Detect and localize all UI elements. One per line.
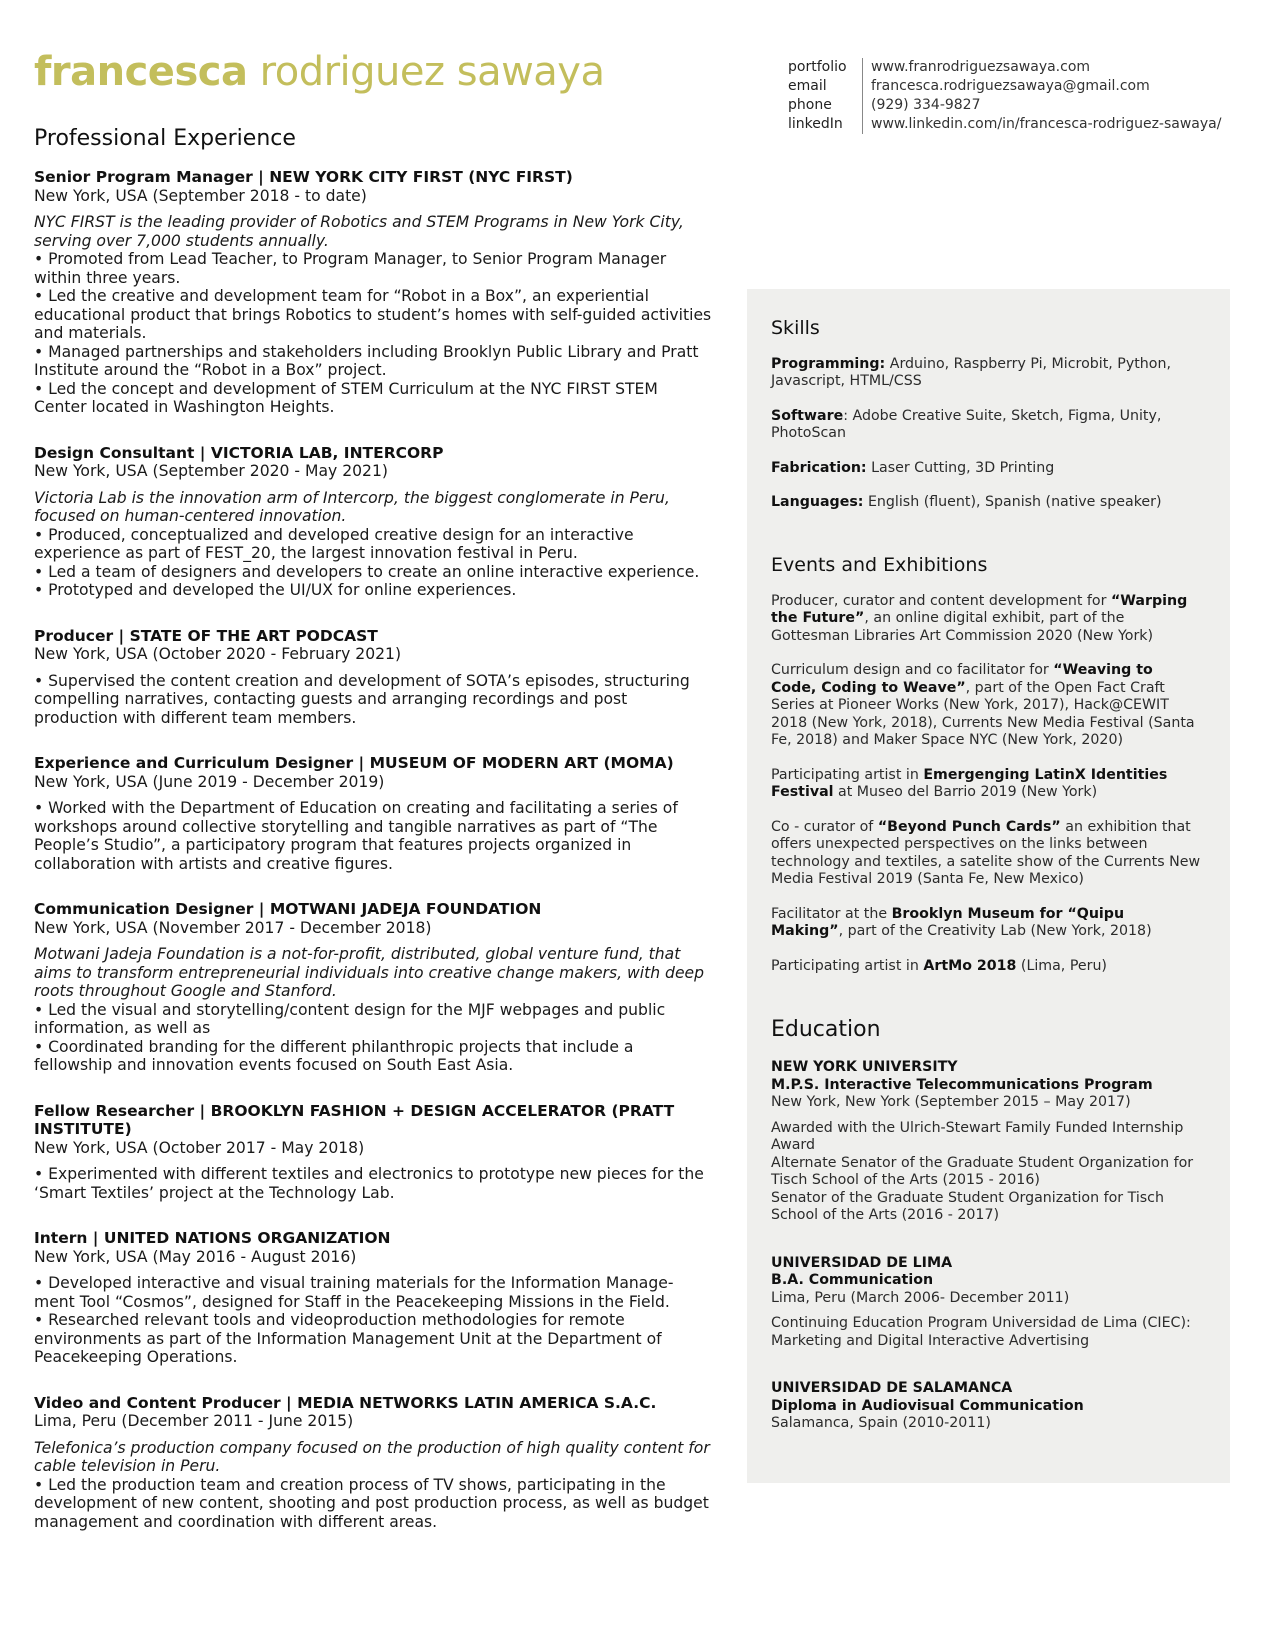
job-bullet: • Led the visual and storytelling/content design for the MJF webpages and public information, as well as [34, 1000, 666, 1038]
event-text: , part of the Open Fact Craft Series at Pioneer Works (New York, 2017), Hack@CEWIT 2018 (New York, 2018), Currents New Media Festival (Santa Fe, 2018) and Maker Space NYC (New York, 2020) [771, 679, 1195, 749]
job-title: Producer | STATE OF THE ART PODCAST [34, 626, 378, 645]
linkedin-link[interactable]: www.linkedin.com/in/francesca-rodriguez-sawaya/ [862, 115, 1221, 134]
job-title: Video and Content Producer | MEDIA NETWORKS LATIN AMERICA S.A.C. [34, 1393, 657, 1412]
skill-item [771, 460, 1201, 478]
job-title: Senior Program Manager | NEW YORK CITY FIRST (NYC FIRST) [34, 168, 573, 187]
job-location: New York, USA (June 2019 - December 2019) [34, 772, 385, 791]
event-text: Co - curator of [771, 818, 878, 835]
education-location: Lima, Peru (March 2006- December 2011) [771, 1289, 1070, 1306]
job-bullet: • Experimented with different textiles and electronics to prototype new pieces for the ‘Smart Textiles’ project at the Technology Lab. [34, 1165, 704, 1202]
education-note: Continuing Education Program Universidad de Lima (CIEC): Marketing and Digital Interactive Advertising [771, 1315, 1191, 1349]
contact-row [788, 115, 1221, 134]
experience-column [34, 126, 714, 1558]
education-location: New York, New York (September 2015 – May 2017) [771, 1094, 1131, 1111]
contact-block [788, 58, 1221, 134]
experience-title: Professional Experience [34, 126, 296, 151]
skill-value: English (fluent), Spanish (native speaker) [863, 494, 1162, 511]
event-text: Participating artist in [771, 766, 924, 783]
job-entry [34, 754, 714, 873]
job-bullet: • Led the production team and creation process of TV shows, participating in the development of new content, shooting and post production process, as well as budget management and coordination with different areas. [34, 1475, 709, 1531]
event-text: Producer, curator and content development for [771, 592, 1111, 609]
job-description: Victoria Lab is the innovation arm of Intercorp, the biggest conglomerate in Peru, focused on human-centered innovation. [34, 488, 670, 526]
skills-title: Skills [771, 317, 820, 339]
skill-item [771, 356, 1201, 391]
job-bullet: • Managed partnerships and stakeholders including Brooklyn Public Library and Pratt Institute around the “Robot in a Box” project. [34, 342, 699, 380]
job-title: Design Consultant | VICTORIA LAB, INTERCORP [34, 443, 444, 462]
job-bullet: • Supervised the content creation and development of SOTA’s episodes, structuring compelling narratives, contacting guests and arranging recordings and post production with different team members. [34, 671, 690, 727]
event-highlight: “Beyond Punch Cards” [877, 818, 1061, 835]
skill-item [771, 408, 1201, 443]
event-text: Facilitator at the [771, 905, 892, 922]
job-description: Telefonica’s production company focused on the production of high quality content for cable television in Peru. [34, 1438, 710, 1476]
event-highlight: “Warping the Future” [771, 592, 1188, 627]
skill-value: Laser Cutting, 3D Printing [866, 459, 1055, 476]
education-institution: UNIVERSIDAD DE SALAMANCA [771, 1380, 1013, 1397]
event-item [771, 958, 1201, 976]
event-text: Participating artist in [771, 957, 924, 974]
skill-label: Languages: [771, 494, 864, 511]
events-title: Events and Exhibitions [771, 553, 988, 576]
event-highlight: ArtMo 2018 [923, 957, 1017, 974]
event-text: , part of the Creativity Lab (New York, 2018) [838, 923, 1152, 940]
job-entry [34, 1394, 714, 1532]
job-bullet: • Prototyped and developed the UI/UX for online experiences. [34, 581, 517, 600]
job-description: Motwani Jadeja Foundation is a not-for-profit, distributed, global venture fund, that aims to transform entrepreneurial individuals into creative change makers, with deep roots throughout Google and Stanford. [34, 945, 705, 1001]
last-name: rodriguez sawaya [259, 49, 605, 95]
contact-label: phone [788, 97, 832, 113]
event-text: at Museo del Barrio 2019 (New York) [833, 784, 1098, 801]
job-entry [34, 900, 714, 1075]
event-item [771, 767, 1201, 802]
skill-item [771, 494, 1201, 512]
contact-row [788, 77, 1221, 96]
job-description: NYC FIRST is the leading provider of Robotics and STEM Programs in New York City, serving over 7,000 students annually. [34, 213, 684, 250]
education-list [771, 1059, 1201, 1433]
skill-value: Arduino, Raspberry Pi, Microbit, Python, Javascript, HTML/CSS [771, 355, 1171, 390]
education-title: Education [771, 1017, 881, 1043]
event-highlight: Brooklyn Museum for “Quipu Making” [771, 905, 1125, 940]
job-entry [34, 444, 714, 600]
job-title: Experience and Curriculum Designer | MUSEUM OF MODERN ART (MOMA) [34, 754, 674, 773]
skill-label: Programming: [771, 355, 886, 372]
education-location: Salamanca, Spain (2010-2011) [771, 1415, 991, 1432]
job-bullet: • Led a team of designers and developers to create an online interactive experience. [34, 562, 700, 581]
skills-list [771, 356, 1201, 512]
job-title: Intern | UNITED NATIONS ORGANIZATION [34, 1229, 391, 1248]
education-item [771, 1255, 1201, 1351]
event-item [771, 662, 1201, 750]
education-item [771, 1380, 1201, 1433]
email-link[interactable]: francesca.rodriguezsawaya@gmail.com [862, 77, 1150, 96]
education-degree: M.P.S. Interactive Telecommunications Program [771, 1076, 1153, 1093]
job-location: New York, USA (November 2017 - December 2018) [34, 918, 432, 937]
sidebar-panel [747, 289, 1230, 1483]
event-text: (Lima, Peru) [1016, 957, 1107, 974]
job-entry [34, 1229, 714, 1367]
job-bullet: • Led the concept and development of STEM Curriculum at the NYC FIRST STEM Center located in Washington Heights. [34, 379, 658, 417]
job-location: New York, USA (September 2020 - May 2021) [34, 462, 388, 481]
skill-label: Fabrication: [771, 459, 867, 476]
job-bullet: • Led the creative and development team for “Robot in a Box”, an experiential educational product that brings Robotics to student’s homes with self-guided activities and materials. [34, 287, 712, 343]
contact-label: email [788, 78, 827, 94]
job-location: New York, USA (October 2017 - May 2018) [34, 1138, 365, 1157]
name-heading [34, 49, 605, 95]
job-location: New York, USA (May 2016 - August 2016) [34, 1247, 357, 1266]
event-item [771, 593, 1201, 646]
job-title: Communication Designer | MOTWANI JADEJA FOUNDATION [34, 900, 542, 919]
contact-label: linkedIn [788, 116, 843, 132]
events-list [771, 593, 1201, 976]
education-item [771, 1059, 1201, 1225]
event-highlight: “Weaving to Code, Coding to Weave” [771, 662, 1153, 696]
sidebar-content [771, 317, 1201, 1463]
first-name: francesca [34, 49, 248, 95]
event-highlight: Emergenging LatinX Identities Festival [771, 766, 1168, 801]
skill-label: Software [771, 407, 844, 424]
education-degree: B.A. Communication [771, 1272, 934, 1289]
job-bullet: • Worked with the Department of Education on creating and facilitating a series of workshops around collective storytelling and tangible narratives as part of “The People’s Studio”, a participatory program that features projects organized in collaboration with artists and creative figures. [34, 799, 678, 873]
job-location: Lima, Peru (December 2011 - June 2015) [34, 1412, 354, 1431]
job-bullet: • Developed interactive and visual training materials for the Information Manage-ment Tool “Cosmos”, designed for Staff in the Peacekeeping Missions in the Field. [34, 1274, 674, 1311]
event-text: , an online digital exhibit, part of the Gottesman Libraries Art Commission 2020 (New York) [771, 610, 1154, 644]
education-degree: Diploma in Audiovisual Communication [771, 1397, 1084, 1414]
event-item [771, 906, 1201, 941]
job-location: New York, USA (October 2020 - February 2021) [34, 645, 402, 664]
contact-row [788, 58, 1221, 77]
job-title: Fellow Researcher | BROOKLYN FASHION + DESIGN ACCELERATOR (PRATT INSTITUTE) [34, 1101, 675, 1139]
job-list [34, 168, 714, 1531]
event-text: Curriculum design and co facilitator for [771, 662, 1054, 679]
education-institution: UNIVERSIDAD DE LIMA [771, 1254, 953, 1271]
education-institution: NEW YORK UNIVERSITY [771, 1059, 958, 1076]
job-entry [34, 627, 714, 728]
contact-label: portfolio [788, 59, 847, 75]
job-bullet: • Researched relevant tools and videoproduction methodologies for remote environments as part of the Information Management Unit at the Department of Peacekeeping Operations. [34, 1311, 662, 1367]
event-text: an exhibition that offers unexpected perspectives on the links between technology and textiles, a satelite show of the Currents New Media Festival 2019 (Santa Fe, New Mexico) [771, 818, 1201, 888]
job-location: New York, USA (September 2018 - to date) [34, 186, 367, 205]
event-item [771, 819, 1201, 889]
portfolio-link[interactable]: www.franrodriguezsawaya.com [862, 58, 1090, 77]
phone-value: (929) 334-9827 [862, 96, 981, 115]
skill-value: : Adobe Creative Suite, Sketch, Figma, Unity, PhotoScan [771, 407, 1162, 442]
job-bullet: • Produced, conceptualized and developed creative design for an interactive experience as part of FEST_20, the largest innovation festival in Peru. [34, 525, 634, 563]
education-note: Alternate Senator of the Graduate Student Organization for Tisch School of the Arts (2015 - 2016) [771, 1154, 1194, 1189]
job-bullet: • Promoted from Lead Teacher, to Program Manager, to Senior Program Manager within three years. [34, 250, 667, 287]
education-note: Senator of the Graduate Student Organization for Tisch School of the Arts (2016 - 2017) [771, 1189, 1164, 1224]
contact-row [788, 96, 1221, 115]
education-note: Awarded with the Ulrich-Stewart Family Funded Internship Award [771, 1119, 1184, 1154]
job-entry [34, 1102, 714, 1203]
job-bullet: • Coordinated branding for the different philanthropic projects that include a fellowship and innovation events focused on South East Asia. [34, 1037, 634, 1075]
job-entry [34, 168, 714, 417]
